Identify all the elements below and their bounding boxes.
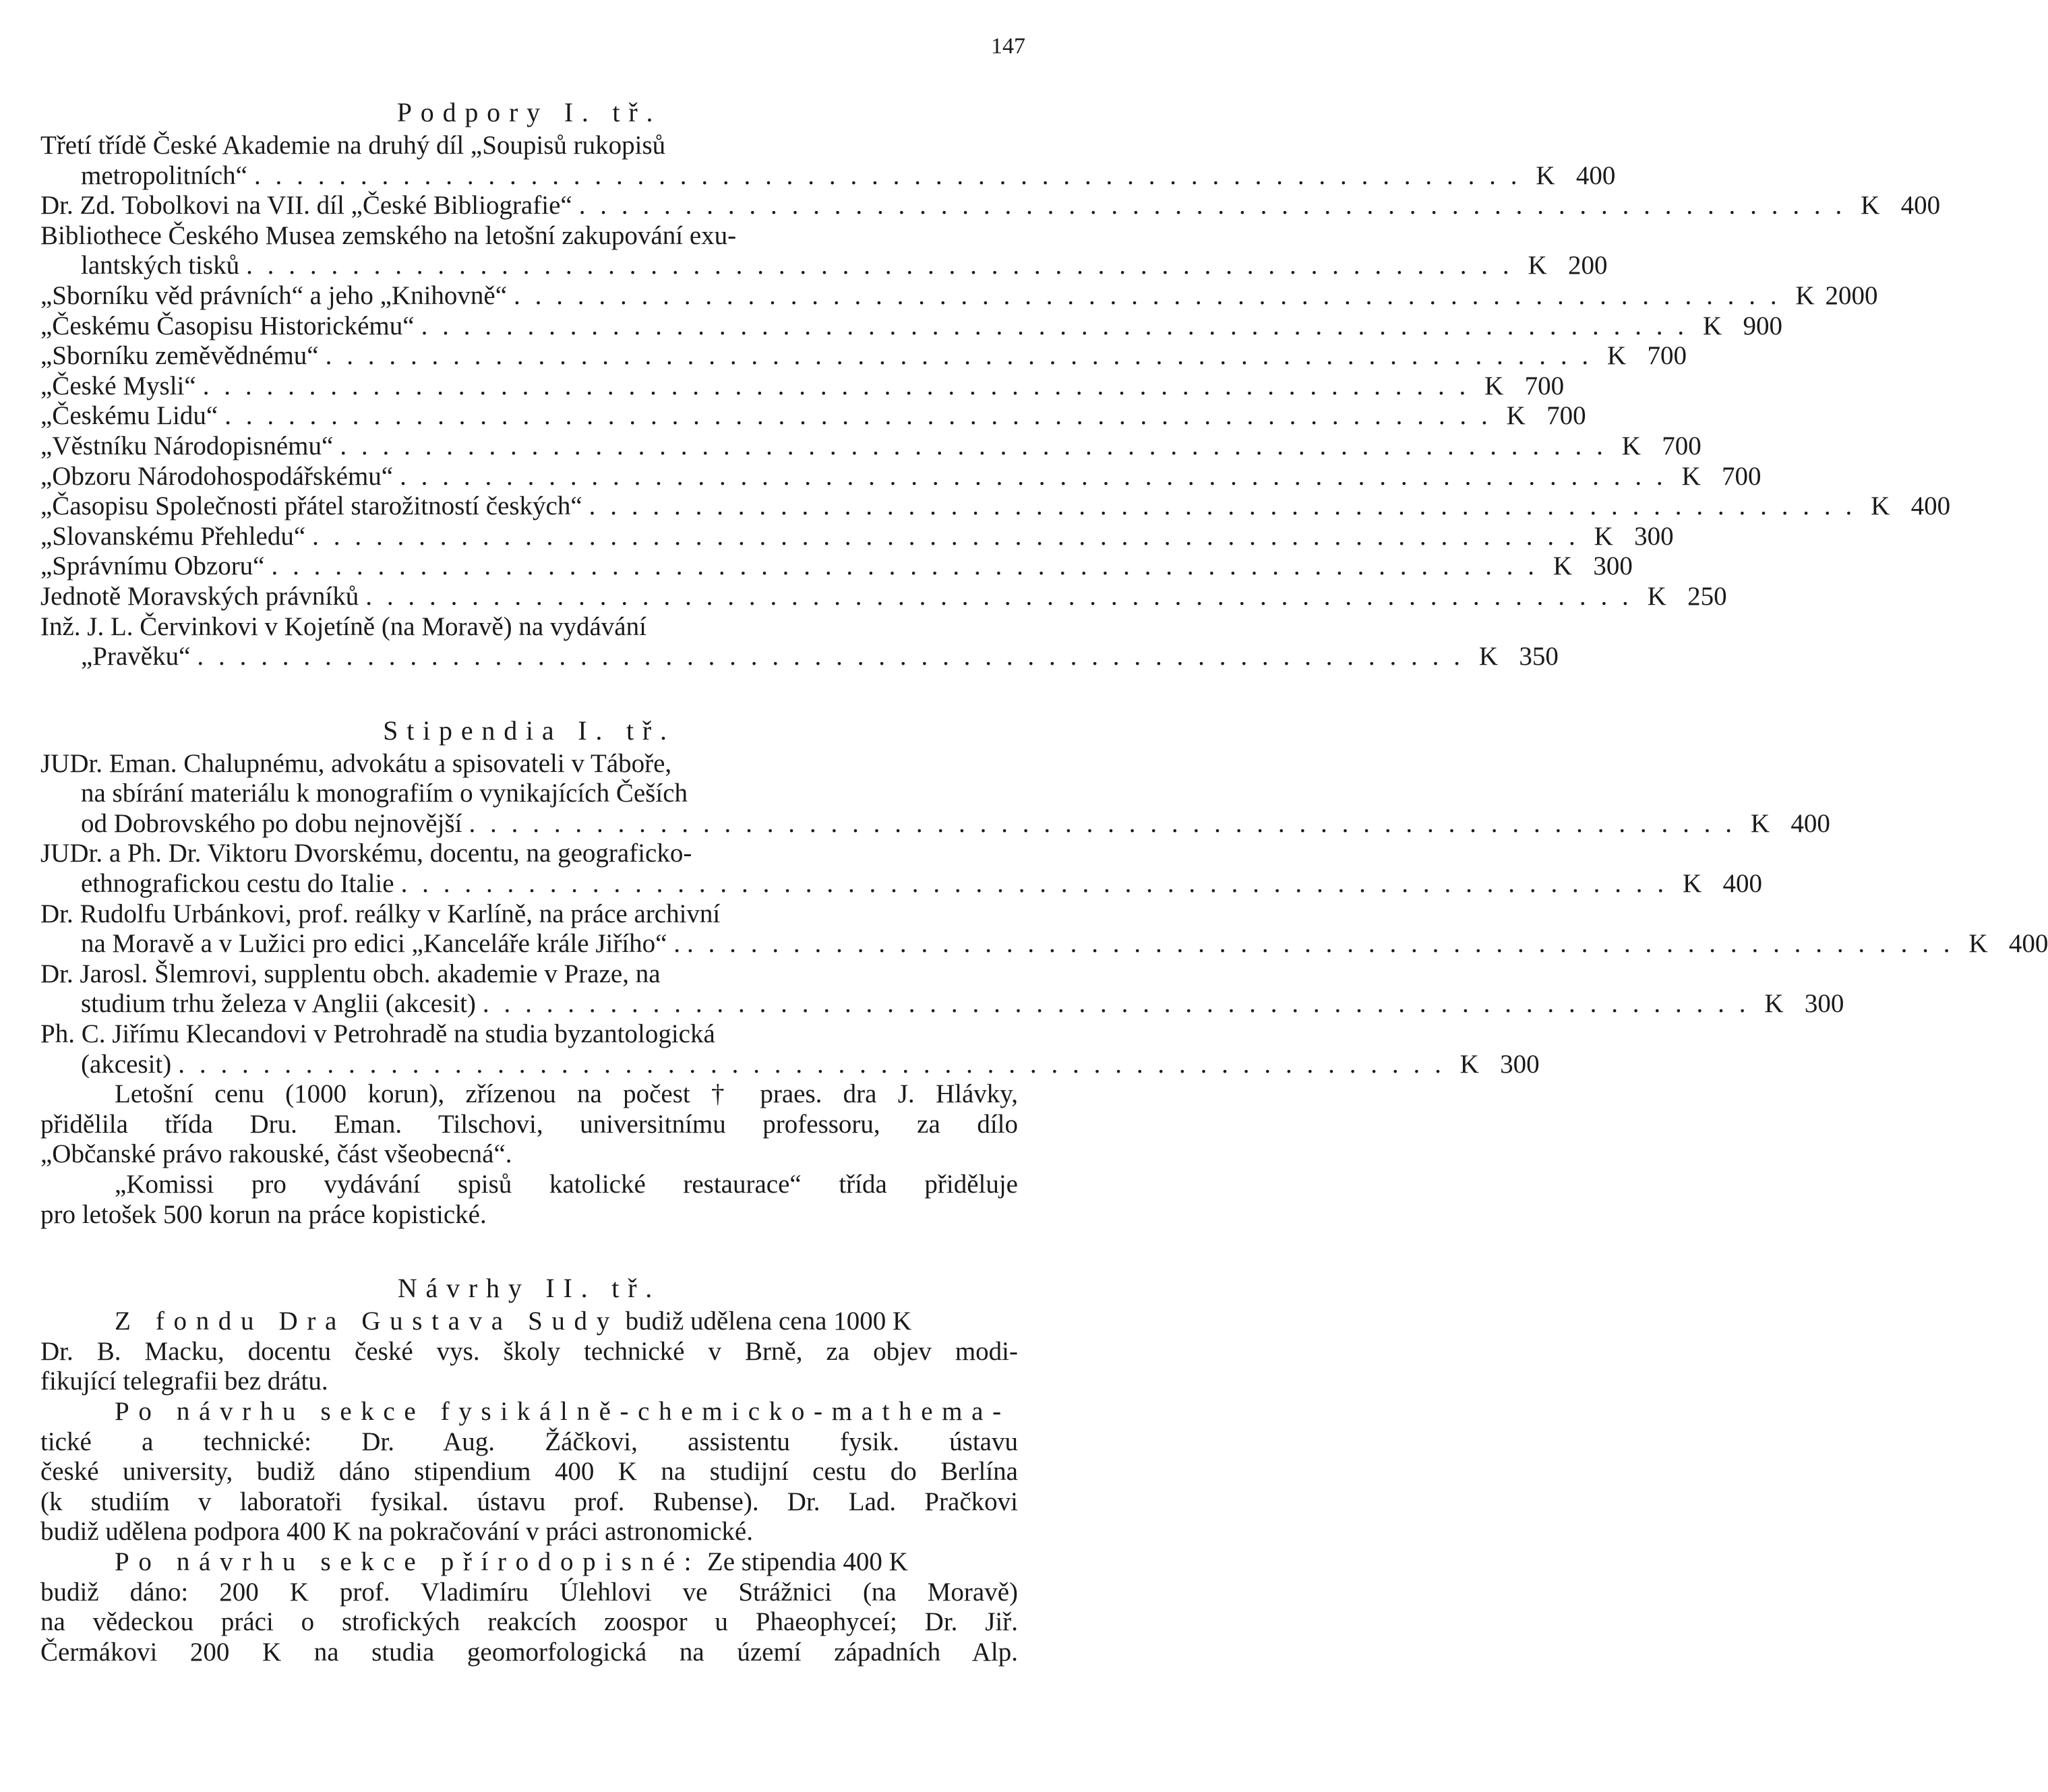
paragraph-line: „Komissi pro vydávání spisů katolické restaurace“ třída přiděluje	[115, 1170, 1018, 1199]
leader-dots: ............................................................	[686, 929, 1965, 959]
currency: K	[1702, 311, 1722, 340]
amount: 250	[1687, 581, 1727, 611]
paragraph-line: Letošní cenu (1000 korun), zřízenou na počest † praes. dra J. Hlávky,	[115, 1079, 1018, 1109]
paragraph-line: pro letošek 500 korun na práce kopistické.	[40, 1199, 487, 1229]
currency: K	[1553, 551, 1573, 581]
page-number: 147	[991, 34, 1025, 59]
amount: 400	[1790, 808, 1830, 838]
entry-text-line: studium trhu železa v Anglii (akcesit)	[81, 989, 476, 1019]
entry-row	[40, 869, 1762, 899]
paragraph	[40, 1547, 1018, 1667]
paragraph-line: Dr. B. Macku, docentu české vys. školy technické v Brně, za objev modi-	[40, 1336, 1018, 1366]
paragraph-line	[40, 1547, 1018, 1578]
amount: 300	[1500, 1049, 1540, 1079]
entry-text-line: „Časopisu Společnosti přátel starožitností českých“	[40, 491, 582, 521]
entry-text-line: „Slovanskému Přehledu“	[40, 521, 306, 551]
entry-row	[40, 1049, 1540, 1080]
entry-text-line: (akcesit)	[81, 1049, 172, 1079]
paragraph	[40, 1307, 1018, 1397]
list-item	[40, 191, 1941, 221]
currency: K	[1594, 521, 1613, 551]
currency: K	[1528, 251, 1547, 280]
amount: 200	[1567, 251, 1608, 280]
leader-dots: ............................................................	[421, 311, 1699, 340]
currency: K	[1861, 191, 1880, 220]
leader-dots: ............................................................	[271, 551, 1549, 581]
amount: 700	[1546, 401, 1586, 431]
podpory-list	[40, 131, 1951, 672]
entry-text-line: „Obzoru Národohospodářskému“	[40, 461, 394, 491]
stipendia-list	[40, 748, 2048, 1080]
list-item	[40, 461, 1761, 492]
leader-dots: ............................................................	[312, 521, 1590, 551]
amount: 400	[1910, 491, 1951, 521]
entry-text-line: Dr. Rudolfu Urbánkovi, prof. reálky v Karlíně, na práce archivní	[40, 899, 721, 928]
paragraph	[40, 1079, 1018, 1170]
leader-dots: ............................................................	[400, 461, 1678, 491]
list-item	[40, 959, 1844, 1019]
entry-text-line: JUDr. Eman. Chalupnému, advokátu a spisovateli v Táboře,	[40, 748, 672, 778]
leader-dots: ............................................................	[578, 191, 1857, 220]
list-item	[40, 131, 1616, 191]
entry-row	[40, 989, 1844, 1019]
paragraph-line: tické a technické: Dr. Aug. Žáčkovi, assistentu fysik. ústavu	[40, 1427, 1018, 1456]
leader-dots: ............................................................	[482, 989, 1761, 1019]
currency: K	[1681, 461, 1701, 491]
entry-text-line: Dr. Zd. Tobolkovi na VII. díl „České Bibliografie“	[40, 191, 572, 220]
list-item	[40, 748, 1830, 839]
page-body	[40, 94, 2048, 1667]
amount: 300	[1804, 989, 1844, 1019]
currency: K	[1506, 401, 1526, 431]
list-item	[40, 491, 1951, 522]
spaced-heading: Po návrhu sekce fysikálně-chemicko-mathema-	[115, 1396, 1011, 1426]
entry-text-line: od Dobrovského po dobu nejnovější	[81, 808, 462, 838]
amount: 700	[1647, 341, 1687, 371]
currency: K	[1682, 869, 1702, 899]
paragraph-line	[40, 1397, 1018, 1427]
entry-text-line: „Českému Lidu“	[40, 401, 218, 431]
amount: 700	[1662, 431, 1701, 460]
paragraph-text: budiž udělena cena 1000 K	[618, 1307, 912, 1336]
list-item	[40, 611, 1559, 672]
paragraph-line: Čermákovi 200 K na studia geomorfologická na území západních Alp.	[40, 1637, 1018, 1667]
amount: 400	[1722, 869, 1762, 899]
amount: 700	[1524, 371, 1565, 400]
list-item	[40, 341, 1687, 371]
paragraph-line: budiž dáno: 200 K prof. Vladimíru Úlehlovi ve Strážnici (na Moravě)	[40, 1577, 1018, 1607]
section-gap	[40, 672, 1018, 713]
amount: 700	[1722, 461, 1761, 491]
entry-text-line: „České Mysli“	[40, 371, 196, 400]
entry-row	[40, 251, 1608, 281]
entry-text-line: „Sborníku věd právních“ a jeho „Knihovně“	[40, 280, 508, 310]
entry-text-line: Dr. Jarosl. Šlemrovi, supplentu obch. akademie v Praze, na	[40, 959, 661, 988]
leader-dots: ............................................................	[589, 491, 1867, 521]
entry-text-line: „Věstníku Národopisnému“	[40, 431, 334, 460]
currency: K	[1795, 280, 1815, 310]
spaced-heading: Z fondu Dra Gustava Sudy	[115, 1307, 619, 1336]
currency: K	[1536, 160, 1555, 190]
paragraph-line: fikující telegrafii bez drátu.	[40, 1367, 328, 1396]
entry-row	[40, 808, 1830, 839]
entry-text-line: „Správnímu Obzoru“	[40, 551, 265, 581]
amount: 350	[1519, 642, 1559, 671]
paragraph-line: „Občanské právo rakouské, část všeobecná“.	[40, 1139, 512, 1169]
amount: 900	[1743, 311, 1782, 340]
list-item	[40, 521, 1674, 552]
leader-dots: ............................................................	[197, 642, 1475, 671]
paragraph	[40, 1397, 1018, 1547]
paragraph-line: přidělila třída Dru. Eman. Tilschovi, universitnímu professoru, za dílo	[40, 1109, 1018, 1139]
currency: K	[1484, 371, 1504, 400]
list-item	[40, 899, 2048, 959]
entry-text-line: lantských tisků	[81, 251, 240, 280]
amount: 2000	[1825, 280, 1878, 310]
amount: 400	[1575, 160, 1616, 190]
entry-text-line: Bibliothece Českého Musea zemského na letošní zakupování exu-	[40, 220, 737, 250]
list-item	[40, 581, 1727, 612]
entry-text-line: „Sborníku zeměvědnému“	[40, 341, 319, 371]
list-item	[40, 431, 1701, 462]
entry-text-line: metropolitních“	[81, 160, 247, 190]
list-item	[40, 371, 1565, 402]
paragraph-line: české university, budiž dáno stipendium 400 K na studijní cestu do Berlína	[40, 1457, 1018, 1487]
entry-text-line: ethnografickou cestu do Italie	[81, 869, 394, 899]
entry-text-line: Jednotě Moravských právníků	[40, 581, 359, 611]
paragraph-line	[40, 1307, 1018, 1337]
currency: K	[1478, 642, 1498, 671]
currency: K	[1459, 1049, 1479, 1079]
entry-row	[40, 642, 1559, 672]
currency: K	[1750, 808, 1770, 838]
entry-text-line: „Pravěku“	[81, 642, 191, 671]
leader-dots: ............................................................	[253, 160, 1532, 190]
paragraph-line: (k studiím v laboratoři fysikal. ústavu prof. Rubense). Dr. Lad. Pračkovi	[40, 1487, 1018, 1516]
entry-text-line: na Moravě a v Lužici pro edici „Kanceláře krále Jiřího“ .	[81, 929, 680, 959]
amount: 300	[1634, 521, 1674, 551]
currency: K	[1647, 581, 1666, 611]
leader-dots: ............................................................	[325, 341, 1604, 371]
list-item	[40, 311, 1782, 342]
leader-dots: ............................................................	[469, 808, 1747, 838]
list-item	[40, 839, 1762, 899]
currency: K	[1607, 341, 1627, 371]
entry-text-line: Třetí třídě České Akademie na druhý díl „Soupisů rukopisů	[40, 131, 666, 160]
paragraph	[40, 1170, 1018, 1230]
list-item	[40, 401, 1586, 431]
leader-dots: ............................................................	[246, 251, 1524, 280]
paragraph-line: na vědeckou práci o strofických reakcích zoospor u Phaeophyceí; Dr. Jiř.	[40, 1607, 1018, 1637]
list-item	[40, 220, 1608, 281]
amount: 400	[1900, 191, 1941, 220]
leader-dots: ............................................................	[514, 280, 1792, 310]
paragraph-text: Ze stipendia 400 K	[700, 1547, 908, 1576]
leader-dots: ............................................................	[202, 371, 1481, 400]
entry-text-line: JUDr. a Ph. Dr. Viktoru Dvorskému, docentu, na geograficko-	[40, 839, 692, 868]
amount: 300	[1593, 551, 1633, 581]
leader-dots: ............................................................	[178, 1049, 1456, 1079]
leader-dots: ............................................................	[400, 869, 1679, 899]
spaced-heading: Po návrhu sekce přírodopisné:	[115, 1547, 701, 1576]
entry-text-line: Inž. J. L. Červinkovi v Kojetíně (na Moravě) na vydávání	[40, 611, 646, 641]
list-item	[40, 1019, 1540, 1079]
currency: K	[1621, 431, 1641, 460]
amount: 400	[2008, 929, 2048, 959]
entry-text-line: „Českému Časopisu Historickému“	[40, 311, 415, 340]
entry-row	[40, 929, 2048, 959]
entry-text-line: na sbírání materiálu k monografiím o vynikajících Češích	[81, 779, 688, 808]
section-gap	[40, 1230, 1018, 1270]
list-item	[40, 280, 1878, 311]
leader-dots: ............................................................	[224, 401, 1503, 431]
section-heading-stipendia: Stipendia I. tř.	[383, 715, 675, 746]
leader-dots: ............................................................	[340, 431, 1618, 460]
currency: K	[1871, 491, 1890, 521]
section-heading-navrhy: Návrhy II. tř.	[397, 1273, 661, 1304]
list-item	[40, 551, 1633, 582]
entry-row	[40, 160, 1616, 191]
entry-text-line: Ph. C. Jiřímu Klecandovi v Petrohradě na studia byzantologická	[40, 1019, 715, 1049]
currency: K	[1968, 929, 1988, 959]
section-heading-podpory: Podpory I. tř.	[396, 97, 662, 127]
currency: K	[1764, 989, 1784, 1019]
paragraph-line: budiž udělena podpora 400 K na pokračování v práci astronomické.	[40, 1517, 753, 1547]
leader-dots: ............................................................	[365, 581, 1644, 611]
